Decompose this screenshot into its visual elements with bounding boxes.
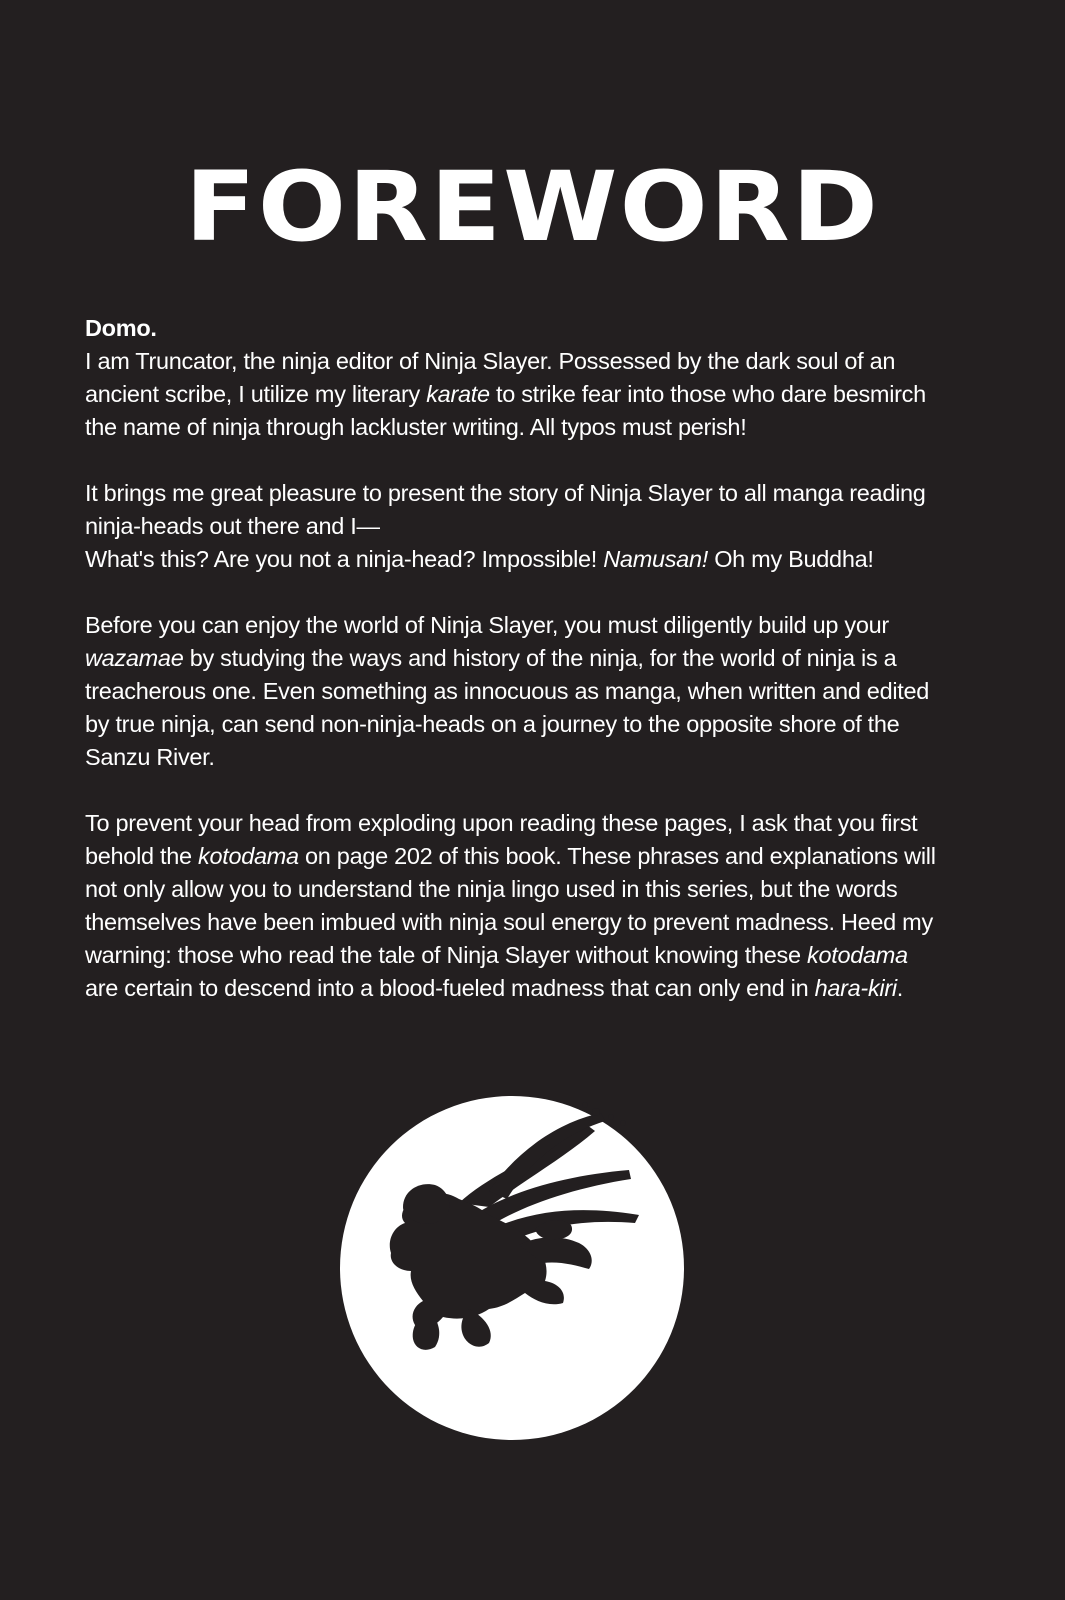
italic-term: Namusan! <box>603 546 708 572</box>
text-run: themselves have been imbued with ninja soul energy to prevent madness. Heed my <box>85 909 933 935</box>
text-run: . <box>896 975 904 1001</box>
paragraph-3 <box>85 609 985 774</box>
italic-term: kotodama <box>807 942 908 968</box>
text-line <box>85 708 985 741</box>
text-run: It brings me great pleasure to present the story of Ninja Slayer to all manga reading <box>85 480 926 506</box>
text-line <box>85 345 985 378</box>
text-line <box>85 972 985 1005</box>
text-run: by true ninja, can send non-ninja-heads on a journey to the opposite shore of the <box>85 711 900 737</box>
text-line <box>85 510 985 543</box>
text-run: to strike fear into those who dare besmirch <box>489 381 926 407</box>
text-line <box>85 675 985 708</box>
text-run: What's this? Are you not a ninja-head? Impossible! <box>85 546 604 572</box>
text-line <box>85 543 985 576</box>
text-run: ninja-heads out there and I— <box>85 513 380 539</box>
italic-term: kotodama <box>198 843 299 869</box>
text-run: treacherous one. Even something as innocuous as manga, when written and edited <box>85 678 930 704</box>
text-line <box>85 609 985 642</box>
text-line <box>85 411 985 444</box>
text-run: I am Truncator, the ninja editor of Ninja Slayer. Possessed by the dark soul of an <box>85 348 896 374</box>
text-line <box>85 906 985 939</box>
text-run: Before you can enjoy the world of Ninja Slayer, you must diligently build up your <box>85 612 889 638</box>
text-run: are certain to descend into a blood-fueled madness that can only end in <box>85 975 815 1001</box>
text-line <box>85 741 985 774</box>
paragraph-4 <box>85 807 985 1005</box>
text-run: warning: those who read the tale of Ninja Slayer without knowing these <box>85 942 807 968</box>
text-line <box>85 939 985 972</box>
text-run: not only allow you to understand the ninja lingo used in this series, but the words <box>85 876 898 902</box>
text-run: Oh my Buddha! <box>707 546 874 572</box>
ninja-moon-silhouette-icon <box>339 1095 685 1441</box>
italic-term: hara-kiri <box>814 975 897 1001</box>
text-run: on page 202 of this book. These phrases and explanations will <box>298 843 936 869</box>
text-run: by studying the ways and history of the ninja, for the world of ninja is a <box>183 645 897 671</box>
text-run: To prevent your head from exploding upon reading these pages, I ask that you first <box>85 810 918 836</box>
text-line <box>85 477 985 510</box>
italic-term: karate <box>426 381 490 407</box>
text-line <box>85 642 985 675</box>
text-line <box>85 378 985 411</box>
page-title: FOREWORD <box>184 151 881 263</box>
paragraph-2 <box>85 477 985 576</box>
text-run: Sanzu River. <box>85 744 215 770</box>
text-line <box>85 840 985 873</box>
italic-term: wazamae <box>85 645 184 671</box>
paragraph-1 <box>85 345 985 444</box>
text-run: the name of ninja through lackluster writing. All typos must perish! <box>85 414 747 440</box>
paragraph-container <box>85 345 985 1005</box>
text-line <box>85 873 985 906</box>
text-run: behold the <box>85 843 198 869</box>
greeting: Domo. <box>85 315 157 341</box>
foreword-body <box>85 312 985 1038</box>
text-line <box>85 807 985 840</box>
text-run: ancient scribe, I utilize my literary <box>85 381 427 407</box>
